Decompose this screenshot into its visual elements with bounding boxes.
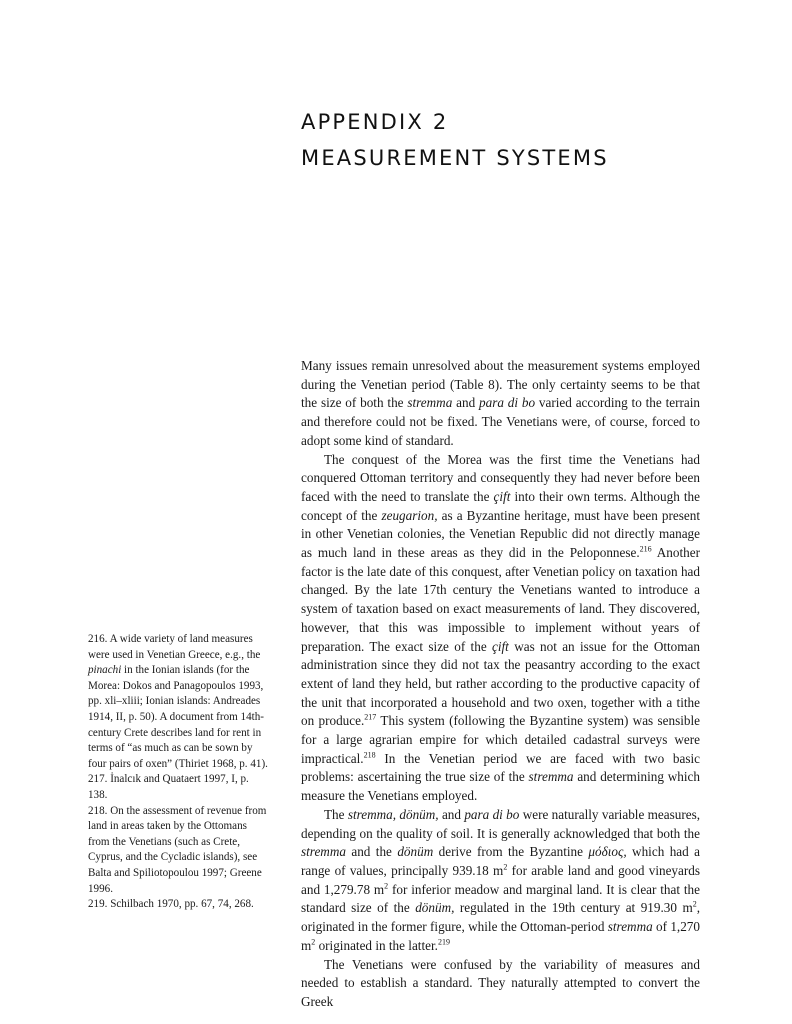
footnote-ref-219[interactable]: 219	[437, 937, 450, 947]
appendix-title	[301, 104, 741, 176]
footnote-ref-218[interactable]: 218	[363, 750, 376, 760]
footnote-219: 219. Schilbach 1970, pp. 67, 74, 268.	[88, 898, 254, 911]
main-text	[301, 357, 700, 1012]
paragraph-1: Many issues remain unresolved about the measurement systems employed during the Venetian period (Table 8). The only certainty seems to be that the size of both the stremma and para di bo varied according to the terrain and therefore could not be fixed. The Venetians were, of course, forced to adopt some kind of standard.	[301, 358, 700, 448]
footnote-ref-216[interactable]: 216	[639, 544, 652, 554]
footnote-218: 218. On the assessment of revenue from land in areas taken by the Ottomans from the Venetians (such as Crete, Cyprus, and the Cycladic islands), see Balta and Spiliotopoulou 1997; Greene 1996.	[88, 804, 267, 895]
footnote-217: 217. İnalcık and Quataert 1997, I, p. 138.	[88, 773, 249, 801]
footnote-216: 216. A wide variety of land measures were used in Venetian Greece, e.g., the pinachi in the Ionian islands (for the Morea: Dokos and Panagopoulos 1993, pp. xli–xliii; Ionian islands: Andreades 1914, II, p. 50). A document from 14th-century Crete describes land for rent in terms of “as much as can be sown by four pairs of oxen” (Thiriet 1968, p. 41).	[88, 633, 268, 770]
footnote-ref-217[interactable]: 217	[364, 712, 377, 722]
paragraph-2: The conquest of the Morea was the first time the Venetians had conquered Ottoman territory and consequently they had never before been faced with the need to translate the çift into their own terms. Although the concept of the zeugarion, as a Byzantine heritage, must have been present in other Venetian colonies, the Venetian Republic did not directly manage as much land in these areas as they did in the Peloponnese.$^{216}$ Another factor is the late date of this conquest, after Venetian policy on taxation had changed. By the late 17th century the Venetians wanted to introduce a system of taxation based on exact measurements of land. They discovered, however, that this was impossible to implement without years of preparation. The exact size of the çift was not an issue for the Ottoman administration since they did not tax the peasantry according to the exact extent of land they held, but rather according to the productive capacity of the unit that incorporated a household and two oxen, together with a tithe on produce.$^{217}$ This system (following the Byzantine system) was sensible for a large agrarian empire for which detailed cadastral surveys were impractical.$^{218}$ In the Venetian period we are faced with two basic problems: ascertaining the true size of the stremma and determining which measure the Venetians employed.	[301, 451, 701, 804]
appendix-number: APPENDIX 2	[301, 110, 449, 134]
appendix-heading: MEASUREMENT SYSTEMS	[301, 146, 609, 170]
paragraph-4: The Venetians were confused by the variability of measures and needed to establish a standard. They naturally attempted to convert the Greek	[301, 956, 700, 1009]
footnotes-column	[88, 632, 270, 913]
paragraph-3: The stremma, dönüm, and para di bo were naturally variable measures, depending on the quality of soil. It is generally acknowledged that both the stremma and the dönüm derive from the Byzantine μόδιος, which had a range of values, principally 939.18 $m^2$ for arable land and good vineyards and 1,279.78 $m^2$ for inferior meadow and marginal land. It is clear that the standard size of the dönüm, regulated in the 19th century at 919.30 $m^2$, originated in the former figure, while the Ottoman-period stremma of 1,270 $m^2$ originated in the latter.$^{219}$	[301, 806, 701, 953]
